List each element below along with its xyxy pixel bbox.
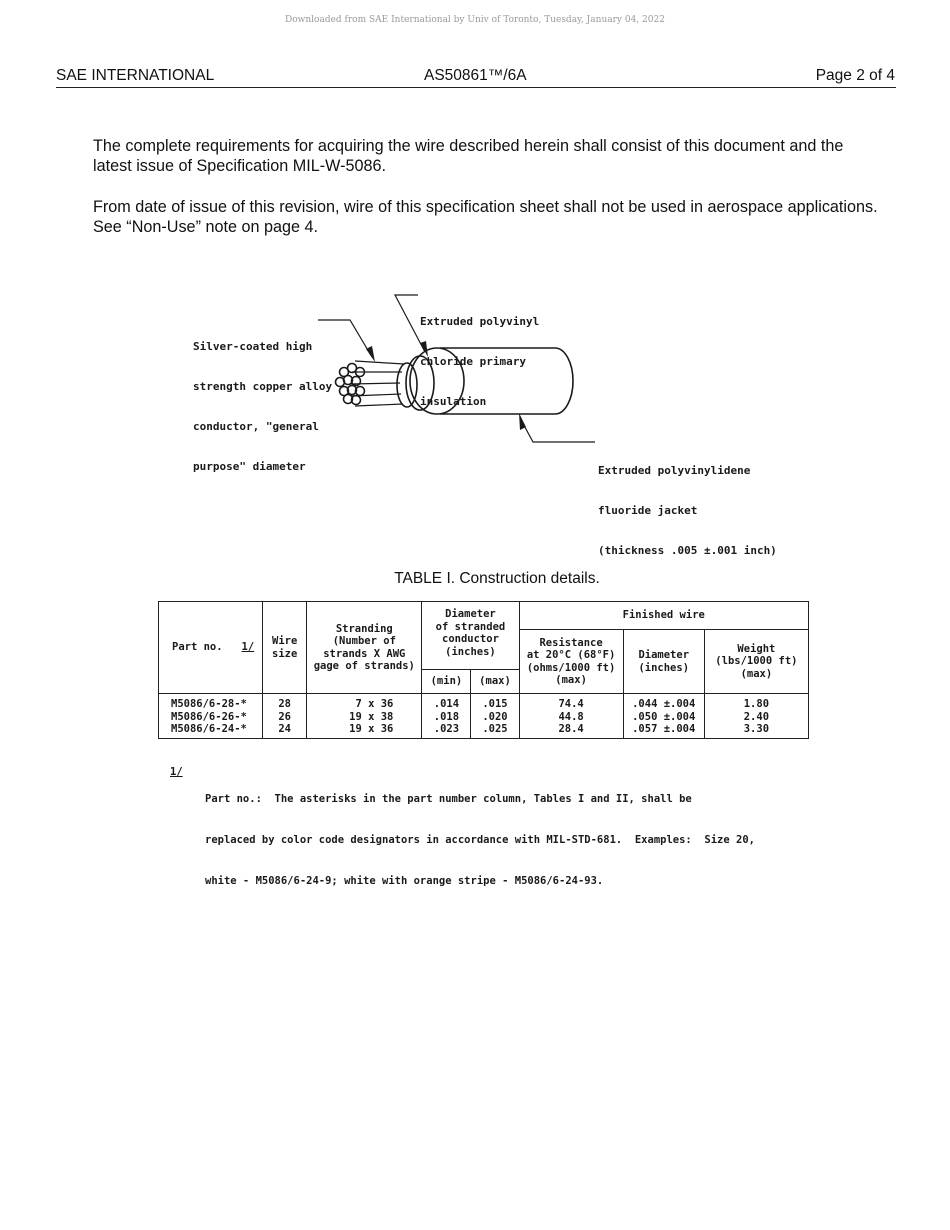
construction-details-table [158, 601, 809, 739]
footnote-number: 1/ [170, 766, 183, 778]
header-part-no: Part no. 1/ [159, 602, 263, 694]
label-jacket: Extruded polyvinylidene fluoride jacket (thickness .005 ±.001 inch) [598, 463, 777, 558]
wire-construction-figure [0, 0, 950, 560]
download-watermark: Downloaded from SAE International by Univ of Toronto, Tuesday, January 04, 2022 [285, 15, 665, 25]
header-max: (max) [471, 670, 519, 694]
column-min: .014 .018 .023 [422, 694, 471, 739]
label-insulation: Extruded polyvinyl chloride primary insulation [420, 314, 540, 409]
wire-drawing [0, 0, 950, 560]
label-conductor: Silver-coated high strength copper alloy conductor, "general purpose" diameter [193, 339, 333, 474]
table-title: TABLE I. Construction details. [394, 570, 600, 587]
header-min: (min) [422, 670, 471, 694]
header-wire-size: Wire size [263, 602, 307, 694]
column-part-no: M5086/6-28-* M5086/6-26-* M5086/6-24-* [159, 694, 263, 739]
footnote-text: Part no.: The asterisks in the part number column, Tables I and II, shall be replaced by color code designators in accordance with MIL-STD-681. Examples: Size 20, white - M5086/6-24-9; white with orange stripe - M5086/6-24-93. [205, 793, 755, 887]
header-organization: SAE INTERNATIONAL [56, 67, 215, 84]
non-use-paragraph: From date of issue of this revision, wire of this specification sheet shall not be used in aerospace applications. See “Non-Use” note on page 4. [93, 198, 878, 236]
header-page-number: Page 2 of 4 [815, 67, 895, 84]
column-weight: 1.80 2.40 3.30 [704, 694, 808, 739]
column-max: .015 .020 .025 [471, 694, 519, 739]
column-stranding: 7 x 36 19 x 38 19 x 36 [307, 694, 422, 739]
column-wire-size: 28 26 24 [263, 694, 307, 739]
header-document-number: AS50861™/6A [424, 67, 527, 84]
header-diameter: Diameter (inches) [623, 630, 704, 694]
column-resistance: 74.4 44.8 28.4 [519, 694, 623, 739]
header-diameter-stranded: Diameter of stranded conductor (inches) [422, 602, 519, 670]
column-diameter: .044 ±.004 .050 ±.004 .057 ±.004 [623, 694, 704, 739]
header-stranding: Stranding (Number of strands X AWG gage of strands) [307, 602, 422, 694]
header-weight: Weight (lbs/1000 ft) (max) [704, 630, 808, 694]
header-finished-wire: Finished wire [519, 602, 808, 630]
header-resistance: Resistance at 20°C (68°F) (ohms/1000 ft) (max) [519, 630, 623, 694]
requirements-paragraph: The complete requirements for acquiring the wire described herein shall consist of this document and the latest issue of Specification MIL-W-5086. [93, 137, 844, 175]
